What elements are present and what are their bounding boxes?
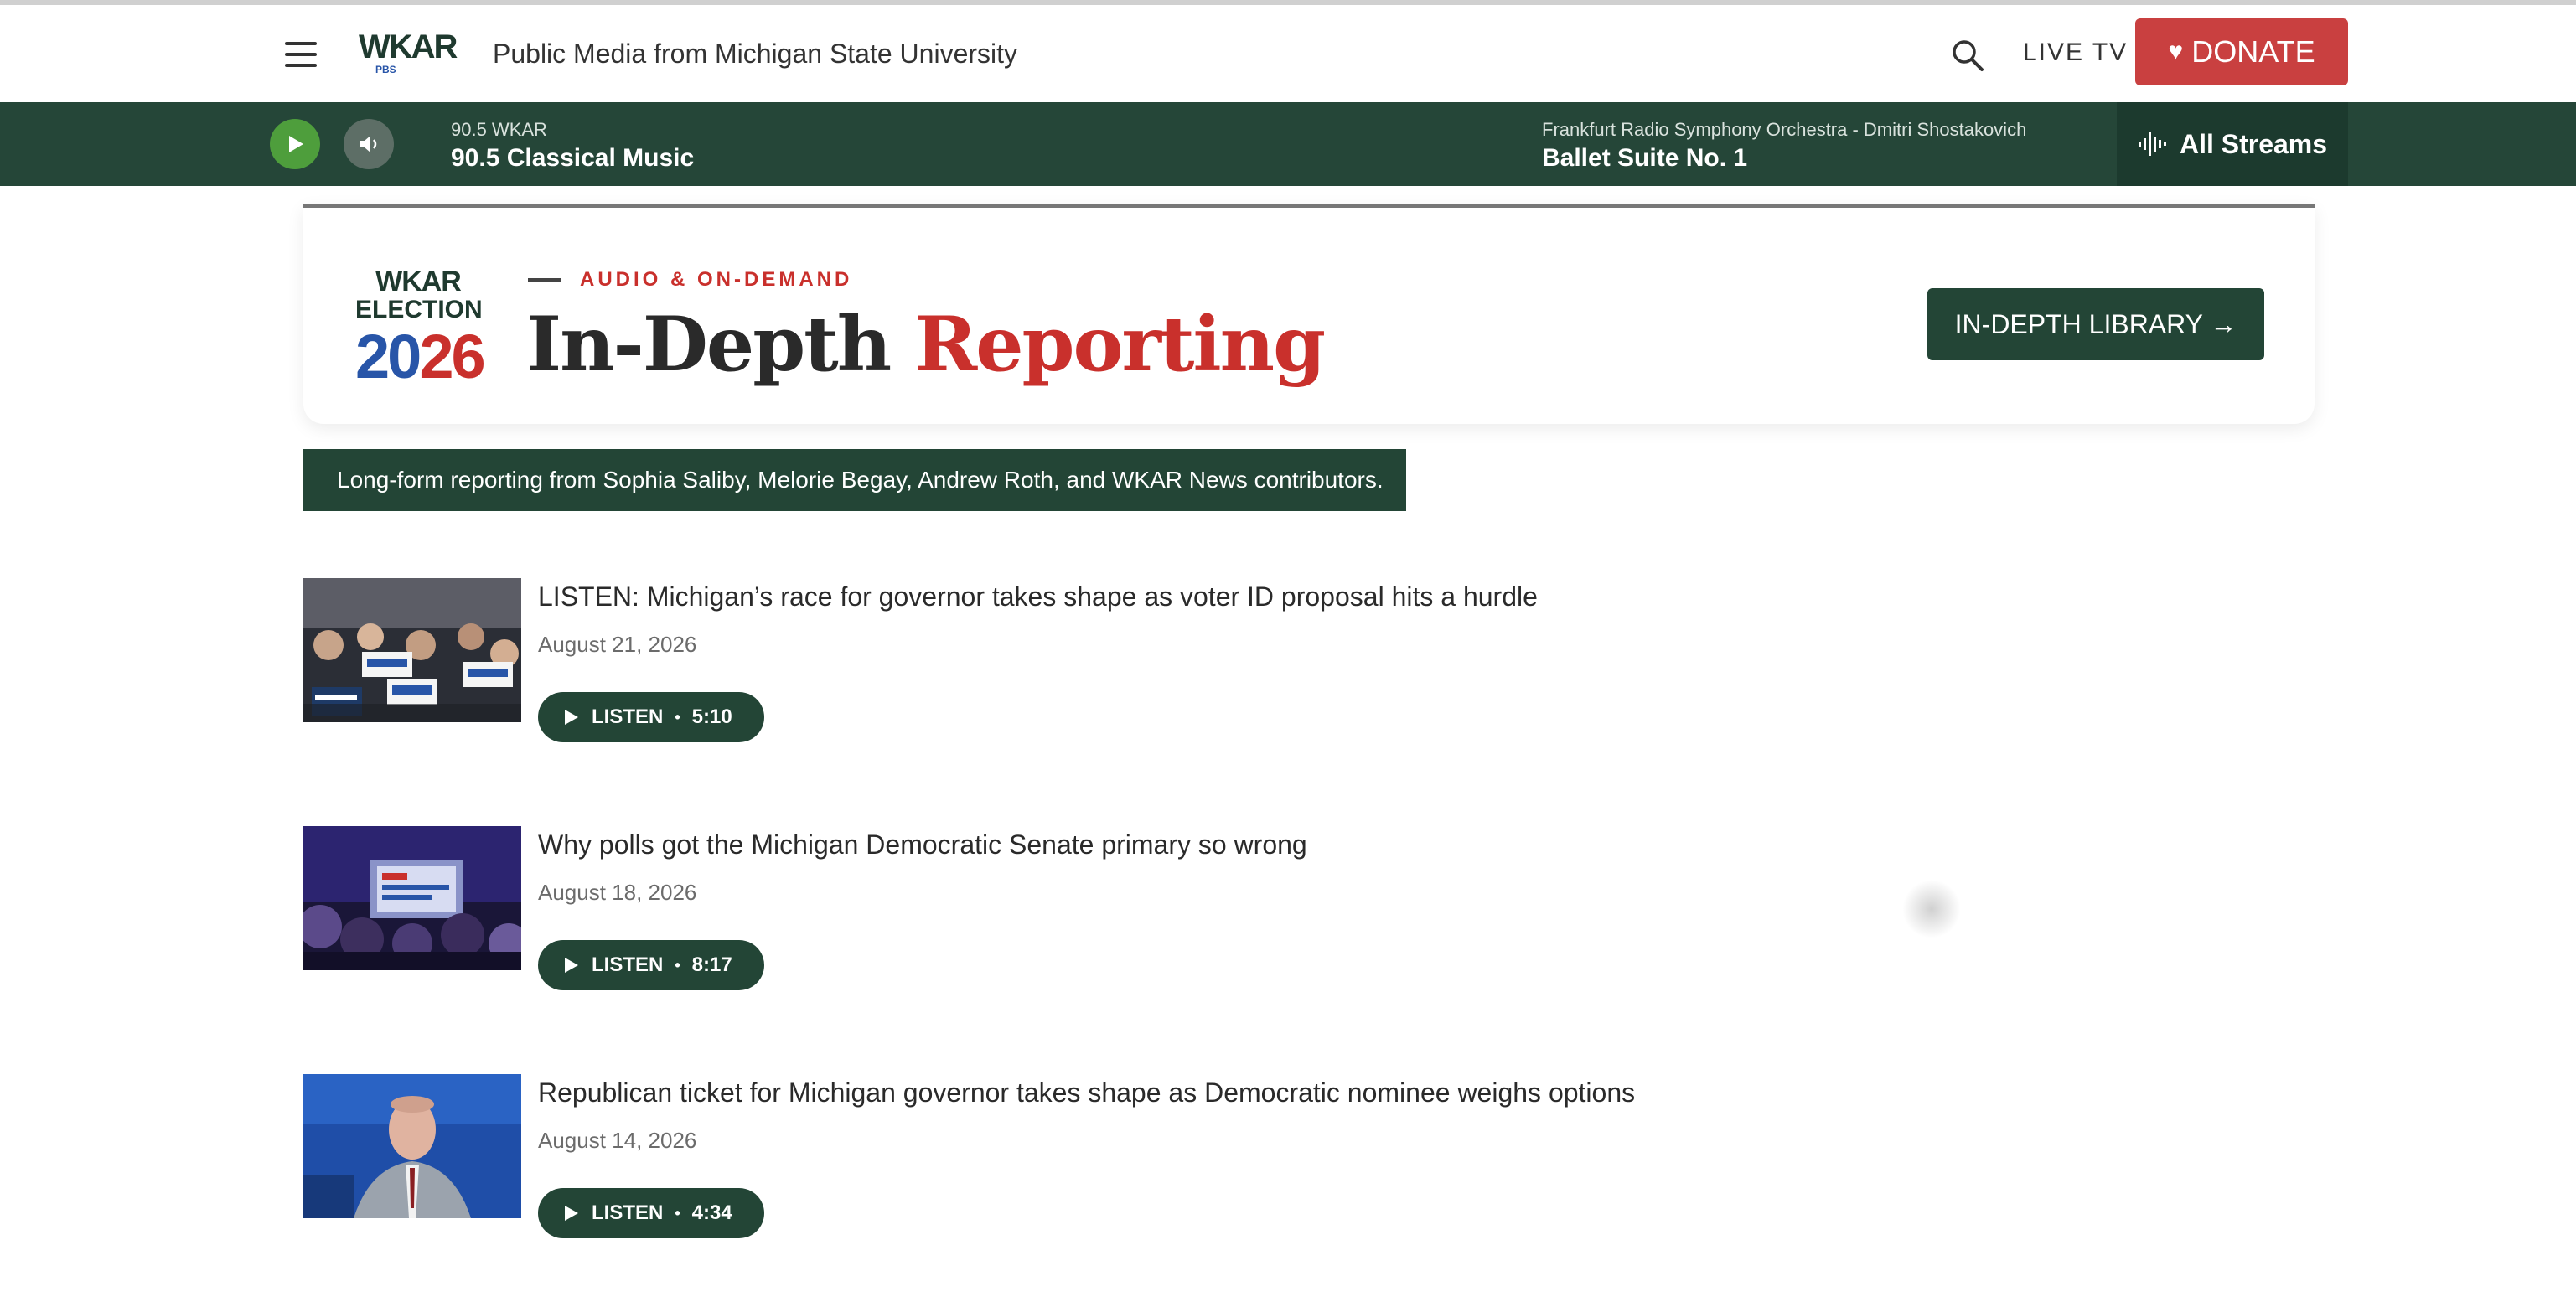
election-logo-year bbox=[355, 322, 484, 391]
listen-duration: 5:10 bbox=[691, 705, 732, 728]
mouse-cursor bbox=[1902, 880, 1961, 938]
donate-label: DONATE bbox=[2191, 34, 2315, 69]
logo-text: WKAR bbox=[359, 28, 457, 65]
article-date: August 18, 2026 bbox=[538, 880, 697, 905]
separator-dot: • bbox=[675, 1204, 680, 1222]
donate-button[interactable] bbox=[2135, 18, 2348, 85]
hamburger-menu-icon[interactable] bbox=[285, 42, 317, 67]
article-item bbox=[303, 1074, 1979, 1242]
listen-label: LISTEN bbox=[592, 953, 664, 976]
separator-dot: • bbox=[675, 708, 680, 726]
listen-button[interactable] bbox=[538, 940, 764, 990]
article-item bbox=[303, 826, 1979, 994]
live-tv-link[interactable]: LIVE TV bbox=[2023, 39, 2129, 66]
station-program[interactable]: 90.5 Classical Music bbox=[451, 144, 695, 172]
in-depth-library-button[interactable]: IN-DEPTH LIBRARY → bbox=[1927, 288, 2264, 360]
separator-dot: • bbox=[675, 956, 680, 974]
section-description: Long-form reporting from Sophia Saliby, Melorie Begay, Andrew Roth, and WKAR News contributors. bbox=[303, 449, 1406, 511]
listen-duration: 8:17 bbox=[691, 953, 732, 976]
election-2026-logo bbox=[355, 266, 484, 392]
search-icon[interactable] bbox=[1951, 39, 1984, 72]
article-title[interactable]: LISTEN: Michigan’s race for governor takes shape as voter ID proposal hits a hurdle bbox=[538, 581, 1538, 612]
article-title[interactable]: Republican ticket for Michigan governor takes shape as Democratic nominee weighs options bbox=[538, 1077, 1636, 1108]
now-playing-artist: Frankfurt Radio Symphony Orchestra - Dmitri Shostakovich bbox=[1542, 119, 2027, 140]
listen-button[interactable] bbox=[538, 1188, 764, 1238]
heart-icon: ♥ bbox=[2168, 38, 2184, 65]
listen-label: LISTEN bbox=[592, 1201, 664, 1224]
all-streams-button[interactable] bbox=[2117, 102, 2348, 186]
play-icon bbox=[284, 133, 306, 155]
listen-label: LISTEN bbox=[592, 705, 664, 728]
play-icon bbox=[561, 708, 580, 726]
article-item bbox=[303, 578, 1979, 746]
logo-sub: PBS bbox=[375, 64, 396, 75]
election-year-part-a: 20 bbox=[355, 322, 420, 391]
listen-duration: 4:34 bbox=[691, 1201, 732, 1224]
election-year-part-b: 26 bbox=[419, 322, 484, 391]
volume-icon bbox=[356, 132, 381, 157]
kicker-dash bbox=[528, 278, 561, 282]
page-title-part-1: In-Depth bbox=[526, 300, 891, 389]
site-tagline: Public Media from Michigan State University bbox=[493, 39, 1018, 69]
article-thumbnail[interactable] bbox=[303, 826, 521, 970]
article-date: August 21, 2026 bbox=[538, 632, 697, 657]
wkar-logo[interactable] bbox=[359, 28, 457, 77]
section-kicker bbox=[528, 268, 852, 292]
election-logo-election: ELECTION bbox=[355, 296, 483, 323]
article-thumbnail[interactable] bbox=[303, 1074, 521, 1218]
kicker-text: AUDIO & ON-DEMAND bbox=[580, 268, 853, 291]
article-thumbnail[interactable] bbox=[303, 578, 521, 722]
article-title[interactable]: Why polls got the Michigan Democratic Senate primary so wrong bbox=[538, 829, 1307, 860]
page-title-part-2: Reporting bbox=[914, 300, 1325, 389]
now-playing-title: Ballet Suite No. 1 bbox=[1542, 144, 1748, 172]
article-date: August 14, 2026 bbox=[538, 1128, 697, 1153]
election-logo-wkar: WKAR bbox=[375, 266, 461, 297]
play-icon bbox=[561, 956, 580, 974]
page-title bbox=[526, 300, 1324, 389]
all-streams-label: All Streams bbox=[2179, 128, 2328, 159]
in-depth-hero-card bbox=[303, 204, 2315, 424]
audio-player-bar bbox=[0, 102, 2576, 186]
play-button[interactable] bbox=[270, 119, 320, 169]
station-name: 90.5 WKAR bbox=[451, 119, 547, 140]
play-icon bbox=[561, 1204, 580, 1222]
audio-waves-icon bbox=[2138, 131, 2168, 158]
volume-button[interactable] bbox=[344, 119, 394, 169]
listen-button[interactable] bbox=[538, 692, 764, 742]
site-header bbox=[0, 5, 2576, 102]
